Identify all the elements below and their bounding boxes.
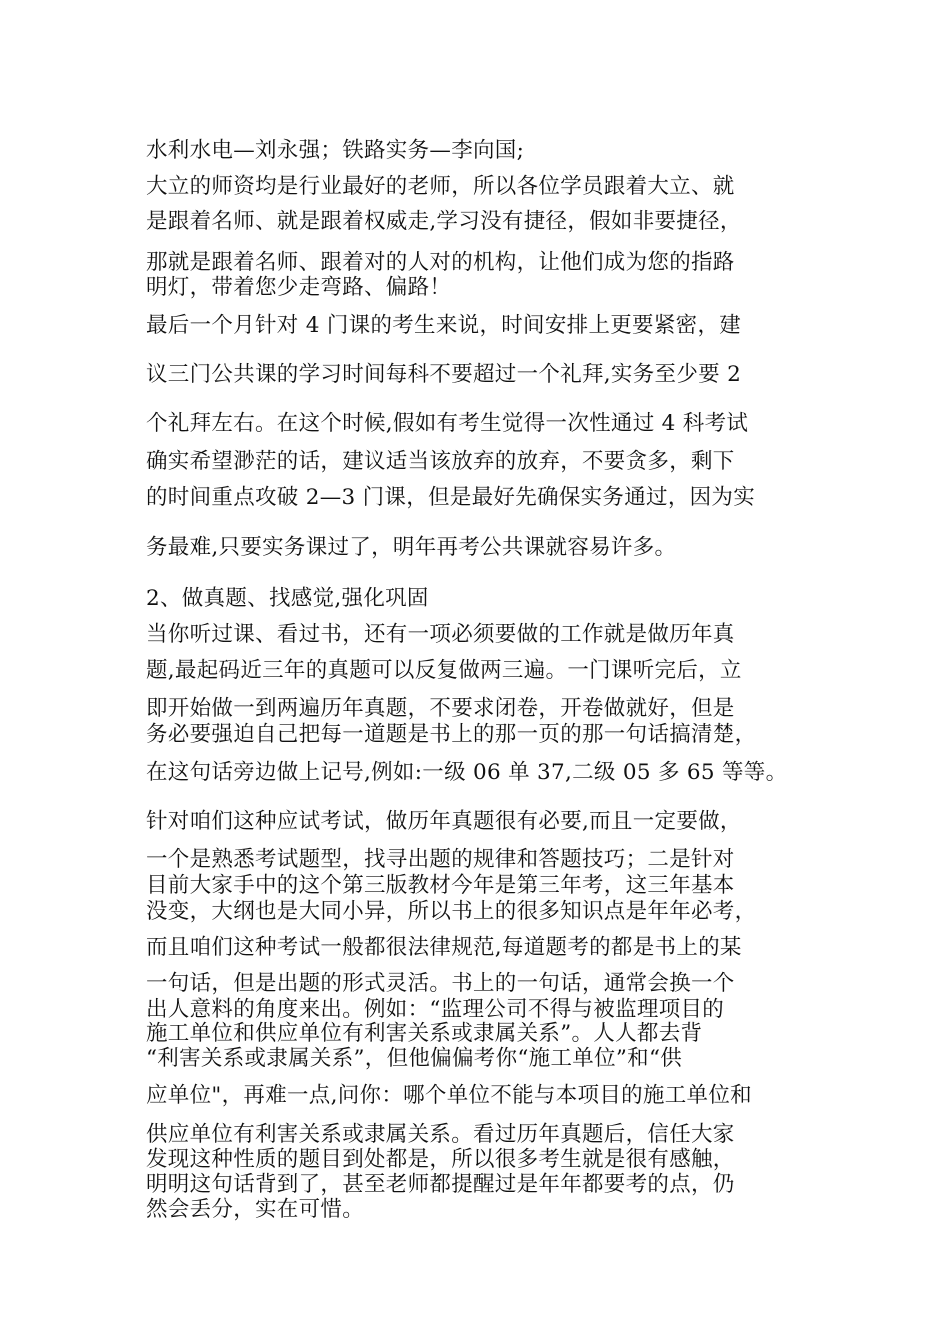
text-line: 一句话，但是出题的形式灵活。书上的一句话，通常会换一个 xyxy=(146,971,735,996)
text-line: 施工单位和供应单位有利害关系或隶属关系”。人人都去背 xyxy=(146,1021,703,1046)
text-line: 议三门公共课的学习时间每科不要超过一个礼拜,实务至少要 2 xyxy=(146,362,742,387)
text-line: 水利水电—刘永强；铁路实务—李向国; xyxy=(146,138,525,163)
text-line: 明明这句话背到了，甚至老师都提醒过是年年都要考的点，仍 xyxy=(146,1172,735,1197)
text-line: 出人意料的角度来出。例如：“监理公司不得与被监理项目的 xyxy=(146,997,725,1022)
text-line: 的时间重点攻破 2—3 门课，但是最好先确保实务通过，因为实 xyxy=(146,485,756,510)
text-line: 个礼拜左右。在这个时候,假如有考生觉得一次性通过 4 科考试 xyxy=(146,411,749,436)
text-line: 即开始做一到两遍历年真题，不要求闭卷，开卷做就好，但是 xyxy=(146,696,735,721)
text-line: 题,最起码近三年的真题可以反复做两三遍。一门课听完后，立 xyxy=(146,658,742,683)
text-line: 然会丢分，实在可惜。 xyxy=(146,1197,365,1222)
text-line: 那就是跟着名师、跟着对的人对的机构，让他们成为您的指路 xyxy=(146,250,735,275)
text-line: 是跟着名师、就是跟着权威走,学习没有捷径，假如非要捷径， xyxy=(146,209,742,234)
text-line: 没变，大纲也是大同小异，所以书上的很多知识点是年年必考， xyxy=(146,899,757,924)
text-line: 当你听过课、看过书，还有一项必须要做的工作就是做历年真 xyxy=(146,622,735,647)
text-line: 目前大家手中的这个第三版教材今年是第三年考，这三年基本 xyxy=(146,873,735,898)
text-line: 明灯，带着您少走弯路、偏路！ xyxy=(146,275,452,300)
text-line: 应单位"，再难一点,问你：哪个单位不能与本项目的施工单位和 xyxy=(146,1083,752,1108)
text-line: 确实希望渺茫的话，建议适当该放弃的放弃，不要贪多，剩下 xyxy=(146,449,735,474)
text-line: 发现这种性质的题目到处都是，所以很多考生就是很有感触， xyxy=(146,1147,735,1172)
text-line: 在这句话旁边做上记号,例如:一级 06 单 37,二级 05 多 65 等等。 xyxy=(146,760,788,785)
text-line: 大立的师资均是行业最好的老师，所以各位学员跟着大立、就 xyxy=(146,174,735,199)
text-line: 务最难,只要实务课过了，明年再考公共课就容易许多。 xyxy=(146,535,677,560)
text-line: 供应单位有利害关系或隶属关系。看过历年真题后，信任大家 xyxy=(146,1122,735,1147)
section-heading: 2、做真题、找感觉,强化巩固 xyxy=(146,586,429,611)
text-line: 最后一个月针对 4 门课的考生来说，时间安排上更要紧密，建 xyxy=(146,313,742,338)
text-line: “利害关系或隶属关系”，但他偏偏考你“施工单位”和“供 xyxy=(146,1046,683,1071)
text-line: 而且咱们这种考试一般都很法律规范,每道题考的都是书上的某 xyxy=(146,935,742,960)
text-line: 针对咱们这种应试考试，做历年真题很有必要,而且一定要做， xyxy=(146,809,742,834)
text-line: 一个是熟悉考试题型，找寻出题的规律和答题技巧；二是针对 xyxy=(146,847,735,872)
text-line: 务必要强迫自己把每一道题是书上的那一页的那一句话搞清楚， xyxy=(146,722,757,747)
